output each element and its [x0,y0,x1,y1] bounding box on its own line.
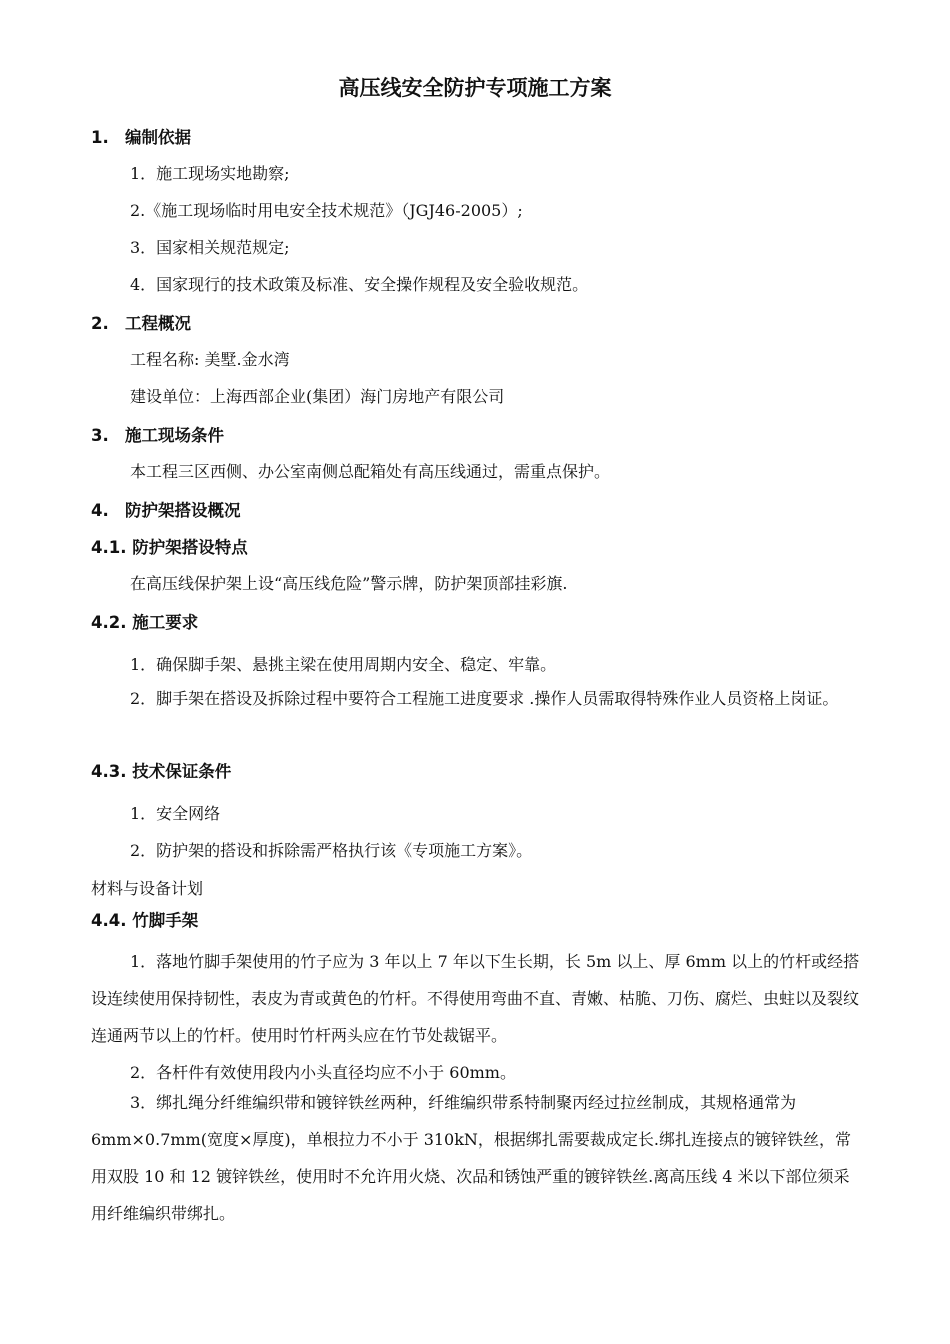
list-item: 1．确保脚手架、悬挑主梁在使用周期内安全、稳定、牢靠。 [130,655,557,674]
list-item: 1．施工现场实地勘察; [130,164,290,183]
list-item: 2.《施工现场临时用电安全技术规范》（JGJ46-2005）; [130,201,523,220]
section-4-heading [91,497,241,521]
subsection-4-4-heading: 4.4. 竹脚手架 [91,911,199,930]
section-title: 施工现场条件 [125,426,224,445]
paragraph-text: 3．绑扎绳分纤维编织带和镀锌铁丝两种，纤维编织带系特制聚丙经过拉丝制成，其规格通常为 6mm×0.7mm(宽度×厚度)，单根拉力不小于 310kN，根据绑扎需要裁成定长.绑扎连接点的镀锌铁丝，常用双股 10 和 12 镀锌铁丝，使用时不允许用火烧、次品和锈蚀严重的镀锌铁丝.离高压线 4 米以下部位须采用纤维编织带绑扎。 [91,1093,852,1223]
list-item: 1．安全网络 [130,804,221,823]
list-item-wrapped [91,943,863,1054]
plan-label: 材料与设备计划 [91,879,204,898]
subsection-4-1-heading: 4.1. 防护架搭设特点 [91,538,248,557]
list-item-wrapped [91,1084,863,1232]
paragraph-text: 1．落地竹脚手架使用的竹子应为 3 年以上 7 年以下生长期，长 5m 以上、厚 6mm 以上的竹杆或经搭设连续使用保持韧性，表皮为青或黄色的竹杆。不得使用弯曲不直、青嫩、枯脆、刀伤、腐烂、虫蛀以及裂纹连通两节以上的竹杆。使用时竹杆两头应在竹节处裁锯平。 [91,952,860,1045]
site-conditions-text: 本工程三区西侧、办公室南侧总配箱处有高压线通过，需重点保护。 [130,462,611,481]
project-name: 工程名称: 美墅.金水湾 [130,350,290,369]
subsection-4-1-text: 在高压线保护架上设“高压线危险”警示牌，防护架顶部挂彩旗. [130,574,568,593]
document-title: 高压线安全防护专项施工方案 [338,76,612,100]
subsection-4-3-heading: 4.3. 技术保证条件 [91,762,232,781]
section-number: 4. [91,501,109,520]
developer: 建设单位：上海西部企业(集团）海门房地产有限公司 [130,387,505,406]
list-item: 2．防护架的搭设和拆除需严格执行该《专项施工方案》。 [130,841,533,860]
list-item: 3．国家相关规范规定; [130,238,290,257]
section-1-heading [91,124,191,148]
list-item-wrapped [91,680,863,717]
paragraph-text: 2．各杆件有效使用段内小头直径均应不小于 60mm。 [130,1063,516,1082]
subsection-4-2-heading: 4.2. 施工要求 [91,613,199,632]
section-3-heading [91,422,224,446]
section-title: 工程概况 [125,314,191,333]
paragraph-text: 2．脚手架在搭设及拆除过程中要符合工程施工进度要求 .操作人员需取得特殊作业人员资格上岗证。 [130,689,839,708]
section-number: 2. [91,314,109,333]
section-2-heading [91,310,191,334]
section-title: 编制依据 [125,128,191,147]
list-item: 4．国家现行的技术政策及标准、安全操作规程及安全验收规范。 [130,275,589,294]
section-title: 防护架搭设概况 [125,501,241,520]
section-number: 3. [91,426,109,445]
section-number: 1. [91,128,109,147]
